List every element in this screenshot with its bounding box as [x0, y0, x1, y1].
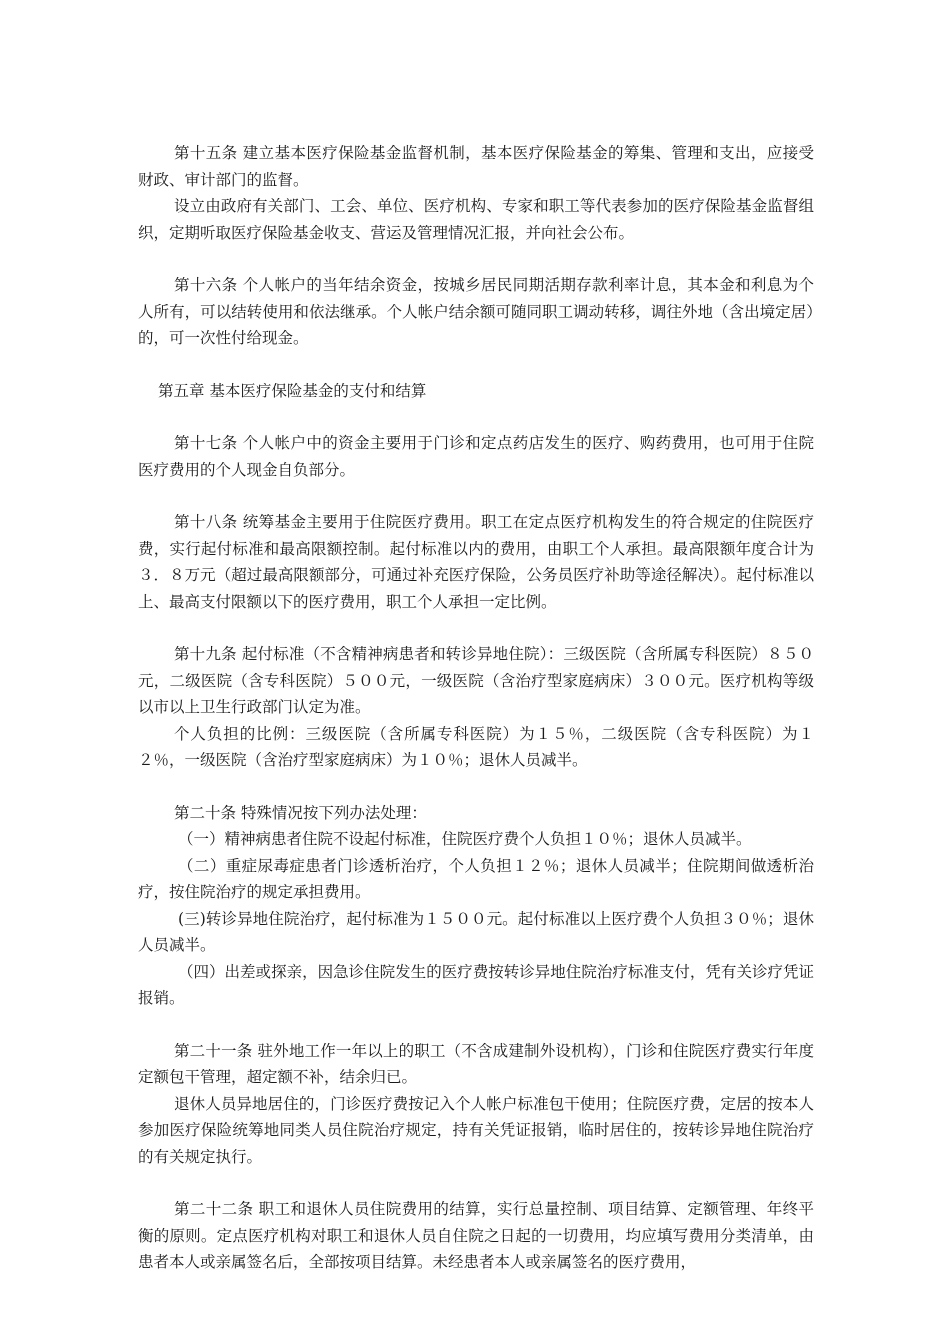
article-17: 第十七条 个人帐户中的资金主要用于门诊和定点药店发生的医疗、购药费用，也可用于住院医疗费用的个人现金自负部分。	[138, 434, 814, 479]
paragraph-gap	[138, 404, 814, 430]
paragraph-gap	[138, 352, 814, 378]
article-19-paragraph-2: 个人负担的比例：三级医院（含所属专科医院）为１５％，二级医院（含专科医院）为１２％，一级医院（含治疗型家庭病床）为１０％；退休人员减半。	[138, 724, 814, 769]
document-body	[138, 140, 814, 1276]
article-19-paragraph-1: 第十九条 起付标准（不含精神病患者和转诊异地住院）：三级医院（含所属专科医院）８５０元，二级医院（含专科医院）５００元，一级医院（含治疗型家庭病床）３００元。医疗机构等级以市以上卫生行政部门认定为准。	[138, 645, 814, 716]
article-21-paragraph-2: 退休人员异地居住的，门诊医疗费按记入个人帐户标准包干使用；住院医疗费，定居的按本人参加医疗保险统筹地同类人员住院治疗规定，持有关凭证报销，临时居住的，按转诊异地住院治疗的有关规定执行。	[138, 1094, 814, 1166]
paragraph-gap	[138, 246, 814, 272]
article-20-item-2: （二）重症尿毒症患者门诊透析治疗，个人负担１２％；退休人员减半；住院期间做透析治疗，按住院治疗的规定承担费用。	[138, 856, 814, 901]
article-20-intro: 第二十条 特殊情况按下列办法处理：	[174, 803, 427, 822]
paragraph-gap	[138, 1170, 814, 1196]
article-20-item-4: （四）出差或探亲，因急诊住院发生的医疗费按转诊异地住院治疗标准支付，凭有关诊疗凭证报销。	[138, 962, 814, 1007]
paragraph-gap	[138, 774, 814, 800]
paragraph-gap	[138, 483, 814, 509]
article-15-paragraph-1: 第十五条 建立基本医疗保险基金监督机制，基本医疗保险基金的筹集、管理和支出，应接受财政、审计部门的监督。	[138, 144, 814, 189]
article-21-paragraph-1: 第二十一条 驻外地工作一年以上的职工（不含成建制外设机构），门诊和住院医疗费实行年度定额包干管理，超定额不补，结余归已。	[138, 1041, 814, 1086]
article-20-item-3: (三)转诊异地住院治疗，起付标准为１５００元。起付标准以上医疗费个人负担３０％；退休人员减半。	[138, 909, 814, 954]
paragraph-gap	[138, 615, 814, 641]
article-15-paragraph-2: 设立由政府有关部门、工会、单位、医疗机构、专家和职工等代表参加的医疗保险基金监督组织，定期听取医疗保险基金收支、营运及管理情况汇报，并向社会公布。	[138, 197, 814, 242]
article-18: 第十八条 统筹基金主要用于住院医疗费用。职工在定点医疗机构发生的符合规定的住院医疗费，实行起付标准和最高限额控制。起付标准以内的费用，由职工个人承担。最高限额年度合计为３．８万元（超过最高限额部分，可通过补充医疗保险，公务员医疗补助等途径解决）。起付标准以上、最高支付限额以下的医疗费用，职工个人承担一定比例。	[138, 513, 814, 611]
paragraph-gap	[138, 1012, 814, 1038]
article-20-item-1: （一）精神病患者住院不设起付标准，住院医疗费个人负担１０％；退休人员减半。	[178, 830, 752, 848]
article-22: 第二十二条 职工和退休人员住院费用的结算，实行总量控制、项目结算、定额管理、年终平衡的原则。定点医疗机构对职工和退休人员自住院之日起的一切费用，均应填写费用分类清单，由患者本人或亲属签名后，全部按项目结算。未经患者本人或亲属签名的医疗费用，	[138, 1200, 814, 1271]
chapter-5-heading: 第五章 基本医疗保险基金的支付和结算	[158, 381, 427, 400]
article-16: 第十六条 个人帐户的当年结余资金，按城乡居民同期活期存款利率计息，其本金和利息为个人所有，可以结转使用和依法继承。个人帐户结余额可随同职工调动转移，调往外地（含出境定居）的，可一次性付给现金。	[138, 276, 814, 347]
